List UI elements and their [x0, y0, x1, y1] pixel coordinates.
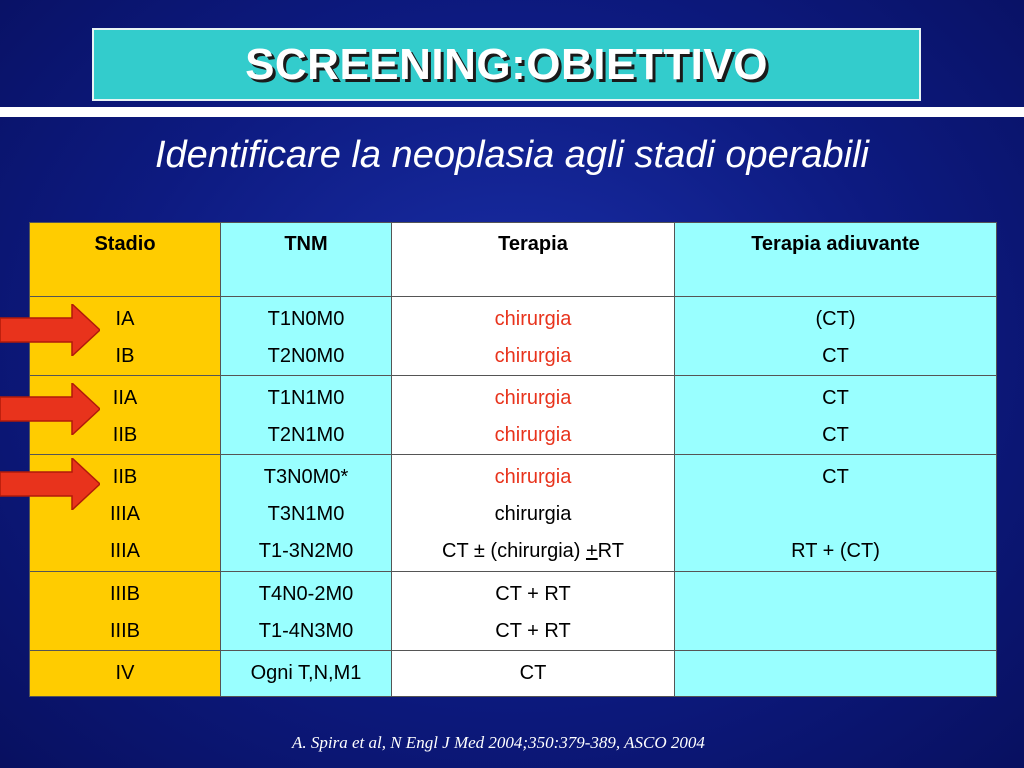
cell-terapia-adiuvante-line: RT + (CT): [791, 540, 880, 562]
cell-stadio-line: IIB: [112, 466, 138, 488]
cell-tnm: [221, 376, 392, 455]
title-divider: [0, 107, 1024, 117]
slide-title: SCREENING:OBIETTIVO: [245, 39, 768, 89]
cell-tnm-line: T1-3N2M0: [258, 540, 354, 562]
staging-table: [29, 222, 997, 697]
cell-stadio-line: IIIB: [109, 583, 140, 605]
cell-tnm: [221, 297, 392, 376]
cell-terapia-line: chirurgia: [494, 466, 572, 488]
table-row: [30, 572, 997, 651]
cell-stadio-line: IB: [115, 345, 135, 367]
cell-tnm: [221, 651, 392, 697]
cell-terapia: [392, 297, 675, 376]
table-body: [30, 297, 997, 697]
cell-terapia-line: chirurgia: [494, 424, 572, 446]
cell-terapia-line: CT: [519, 662, 547, 684]
cell-stadio-line: IIB: [112, 424, 138, 446]
cell-terapia-adiuvante: [675, 297, 997, 376]
cell-terapia-adiuvante-line: [675, 655, 996, 692]
cell-terapia-adiuvante: [675, 651, 997, 697]
cell-terapia: [392, 651, 675, 697]
table-row: [30, 651, 997, 697]
table-row: [30, 455, 997, 572]
cell-stadio: [30, 651, 221, 697]
cell-terapia-adiuvante-line: [675, 576, 996, 613]
arrow-right-icon: [0, 383, 100, 435]
cell-terapia-line: CT + RT: [495, 583, 571, 605]
cell-tnm-line: T1N1M0: [267, 387, 345, 409]
cell-stadio-line: IIIA: [109, 540, 140, 562]
cell-tnm-line: T3N0M0*: [263, 466, 349, 488]
cell-terapia-adiuvante: [675, 572, 997, 651]
cell-stadio-line: IV: [115, 662, 135, 684]
cell-tnm-line: T2N1M0: [267, 424, 345, 446]
cell-tnm-line: T3N1M0: [267, 503, 345, 525]
header-terapia-adiuvante: Terapia adiuvante: [675, 223, 997, 297]
cell-stadio: [30, 572, 221, 651]
cell-tnm: [221, 572, 392, 651]
cell-stadio-line: IIA: [112, 387, 138, 409]
cell-terapia-adiuvante-line: CT: [822, 466, 849, 488]
cell-terapia-adiuvante: [675, 376, 997, 455]
cell-terapia-line: chirurgia: [494, 345, 572, 367]
table-row: [30, 376, 997, 455]
cell-terapia-adiuvante: [675, 455, 997, 572]
cell-terapia-adiuvante-line: CT: [822, 424, 849, 446]
slide-subtitle: Identificare la neoplasia agli stadi operabili: [154, 134, 869, 176]
header-stadio: Stadio: [30, 223, 221, 297]
arrow-right-icon: [0, 304, 100, 356]
cell-terapia-line: chirurgia: [494, 308, 572, 330]
cell-tnm-line: T1N0M0: [267, 308, 345, 330]
cell-stadio-line: IIIB: [109, 620, 140, 642]
header-tnm: TNM: [221, 223, 392, 297]
arrow-right-icon: [0, 458, 100, 510]
cell-tnm: [221, 455, 392, 572]
cell-terapia-adiuvante-line: (CT): [815, 308, 856, 330]
cell-terapia: [392, 376, 675, 455]
table-header-row: [30, 223, 997, 297]
cell-terapia-line: chirurgia: [494, 503, 572, 525]
cell-terapia-adiuvante-line: CT: [822, 387, 849, 409]
header-terapia: Terapia: [392, 223, 675, 297]
citation: A. Spira et al, N Engl J Med 2004;350:379-389, ASCO 2004: [292, 733, 705, 752]
cell-tnm-line: T2N0M0: [267, 345, 345, 367]
table-row: [30, 297, 997, 376]
cell-terapia-adiuvante-line: CT: [822, 345, 849, 367]
title-box: [92, 28, 921, 101]
cell-terapia-line: chirurgia: [494, 387, 572, 409]
cell-tnm-line: T4N0-2M0: [258, 583, 354, 605]
cell-stadio-line: IIIA: [109, 503, 140, 525]
cell-tnm-line: Ogni T,N,M1: [250, 662, 362, 684]
cell-terapia-adiuvante-line: [675, 496, 996, 533]
cell-terapia: [392, 455, 675, 572]
cell-terapia: [392, 572, 675, 651]
cell-terapia-adiuvante-line: [675, 613, 996, 650]
cell-terapia-line: CT ± (chirurgia) +RT: [442, 540, 624, 562]
cell-tnm-line: T1-4N3M0: [258, 620, 354, 642]
cell-stadio-line: IA: [115, 308, 135, 330]
cell-terapia-line: CT + RT: [495, 620, 571, 642]
